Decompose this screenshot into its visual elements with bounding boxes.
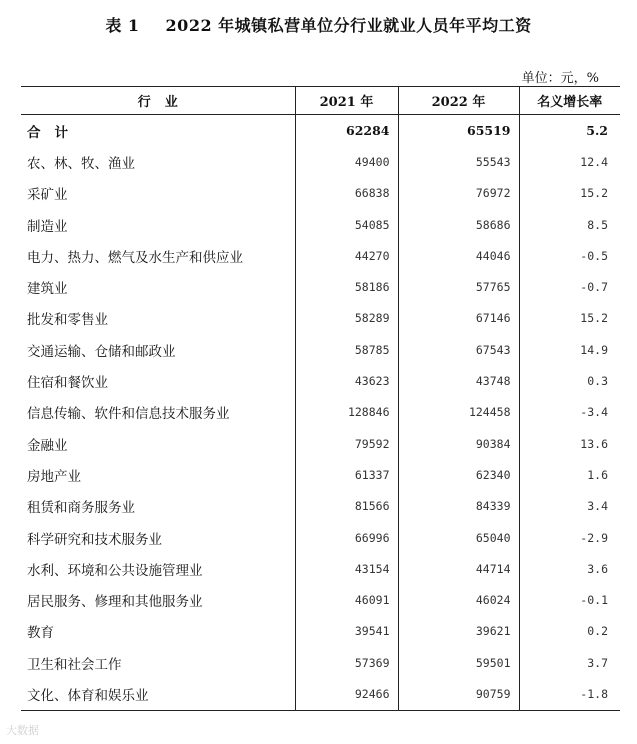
industry-cell: 居民服务、修理和其他服务业 bbox=[27, 594, 203, 611]
table-row bbox=[21, 522, 620, 553]
industry-cell: 租赁和商务服务业 bbox=[27, 500, 135, 517]
wage-2022-cell: 76972 bbox=[398, 178, 519, 209]
wage-2021-cell: 43623 bbox=[295, 365, 398, 396]
industry-cell: 采矿业 bbox=[27, 187, 68, 204]
wage-2022-cell: 44046 bbox=[398, 240, 519, 271]
industry-cell: 水利、环境和公共设施管理业 bbox=[27, 562, 203, 579]
table-row bbox=[21, 616, 620, 647]
table-row bbox=[21, 240, 620, 271]
wage-2022-cell: 67146 bbox=[398, 303, 519, 334]
wage-2021-cell: 58289 bbox=[295, 303, 398, 334]
wage-2022-cell: 65040 bbox=[398, 522, 519, 553]
wage-2021-cell: 58186 bbox=[295, 271, 398, 302]
growth-rate-cell: 3.7 bbox=[519, 647, 620, 678]
wage-2022-cell: 84339 bbox=[398, 491, 519, 522]
table-title bbox=[0, 13, 637, 36]
table-row bbox=[21, 553, 620, 584]
wage-2022-cell: 62340 bbox=[398, 459, 519, 490]
table-row bbox=[21, 334, 620, 365]
growth-rate-cell: 1.6 bbox=[519, 459, 620, 490]
growth-rate-cell: 15.2 bbox=[519, 303, 620, 334]
table-row bbox=[21, 647, 620, 678]
growth-rate-cell: 13.6 bbox=[519, 428, 620, 459]
industry-cell: 信息传输、软件和信息技术服务业 bbox=[27, 406, 230, 423]
total-row bbox=[21, 115, 620, 147]
wage-2022-cell: 44714 bbox=[398, 553, 519, 584]
wage-2021-cell: 66996 bbox=[295, 522, 398, 553]
growth-rate-cell: -1.8 bbox=[519, 678, 620, 710]
wage-2022-cell: 58686 bbox=[398, 209, 519, 240]
industry-cell: 住宿和餐饮业 bbox=[27, 375, 108, 392]
header-2022: 2022 年 bbox=[398, 87, 519, 115]
table-row bbox=[21, 178, 620, 209]
growth-rate-cell: 8.5 bbox=[519, 209, 620, 240]
header-growth: 名义增长率 bbox=[519, 87, 620, 115]
growth-rate-cell: 0.2 bbox=[519, 616, 620, 647]
wage-2021-cell: 58785 bbox=[295, 334, 398, 365]
table-row bbox=[21, 146, 620, 177]
wage-2022-cell: 59501 bbox=[398, 647, 519, 678]
wage-2022-cell: 39621 bbox=[398, 616, 519, 647]
industry-cell: 制造业 bbox=[27, 218, 68, 235]
wage-2022-cell: 124458 bbox=[398, 397, 519, 428]
industry-cell: 建筑业 bbox=[27, 281, 68, 298]
table-row bbox=[21, 491, 620, 522]
wage-2022-cell: 57765 bbox=[398, 271, 519, 302]
wage-2021-cell: 46091 bbox=[295, 584, 398, 615]
growth-rate-cell: -3.4 bbox=[519, 397, 620, 428]
industry-cell: 农、林、牧、渔业 bbox=[27, 155, 135, 172]
header-industry: 行业 bbox=[21, 87, 295, 115]
industry-cell: 合计 bbox=[27, 124, 82, 141]
industry-cell: 金融业 bbox=[27, 437, 68, 454]
growth-rate-cell: 0.3 bbox=[519, 365, 620, 396]
wage-2021-cell: 79592 bbox=[295, 428, 398, 459]
wage-2022-cell: 90384 bbox=[398, 428, 519, 459]
industry-cell: 文化、体育和娱乐业 bbox=[21, 678, 295, 710]
growth-rate-cell: 3.4 bbox=[519, 491, 620, 522]
wage-2021-cell: 81566 bbox=[295, 491, 398, 522]
table-row bbox=[21, 303, 620, 334]
wage-table bbox=[21, 86, 620, 711]
growth-rate-cell: -0.5 bbox=[519, 240, 620, 271]
wage-2021-cell: 49400 bbox=[295, 146, 398, 177]
wage-2021-cell: 44270 bbox=[295, 240, 398, 271]
table-row bbox=[21, 459, 620, 490]
growth-rate-cell: 14.9 bbox=[519, 334, 620, 365]
wage-2021-cell: 66838 bbox=[295, 178, 398, 209]
table-row bbox=[21, 584, 620, 615]
growth-rate-cell: 3.6 bbox=[519, 553, 620, 584]
table-number: 表 1 bbox=[105, 16, 140, 35]
wage-2022-cell: 55543 bbox=[398, 146, 519, 177]
table-row bbox=[21, 365, 620, 396]
growth-rate-cell: 15.2 bbox=[519, 178, 620, 209]
watermark: 大数据 bbox=[6, 724, 39, 737]
wage-2021-cell: 61337 bbox=[295, 459, 398, 490]
table-row bbox=[21, 428, 620, 459]
header-2021: 2021 年 bbox=[295, 87, 398, 115]
table-body bbox=[21, 115, 620, 711]
wage-2021-cell: 39541 bbox=[295, 616, 398, 647]
growth-rate-cell: 12.4 bbox=[519, 146, 620, 177]
unit-note: 单位：元，% bbox=[521, 71, 599, 86]
growth-rate-cell: -2.9 bbox=[519, 522, 620, 553]
wage-2022-cell: 43748 bbox=[398, 365, 519, 396]
wage-2021-cell: 128846 bbox=[295, 397, 398, 428]
wage-2021-cell: 43154 bbox=[295, 553, 398, 584]
growth-rate-cell: -0.1 bbox=[519, 584, 620, 615]
industry-cell: 科学研究和技术服务业 bbox=[27, 531, 162, 548]
wage-2022-cell: 46024 bbox=[398, 584, 519, 615]
industry-cell: 房地产业 bbox=[27, 468, 81, 485]
industry-cell: 批发和零售业 bbox=[27, 312, 108, 329]
table-row bbox=[21, 397, 620, 428]
industry-cell: 电力、热力、燃气及水生产和供应业 bbox=[27, 249, 243, 266]
table-row bbox=[21, 209, 620, 240]
wage-2021-cell: 54085 bbox=[295, 209, 398, 240]
table-row bbox=[21, 678, 620, 710]
industry-cell: 教育 bbox=[27, 625, 54, 642]
wage-2022-cell: 90759 bbox=[398, 678, 519, 710]
wage-2022-cell: 67543 bbox=[398, 334, 519, 365]
table-title-text: 2022 年城镇私营单位分行业就业人员年平均工资 bbox=[165, 16, 532, 35]
wage-2021-cell: 92466 bbox=[295, 678, 398, 710]
industry-cell: 卫生和社会工作 bbox=[27, 656, 122, 673]
industry-cell: 交通运输、仓储和邮政业 bbox=[27, 343, 176, 360]
wage-2022-cell: 65519 bbox=[398, 115, 519, 147]
wage-2021-cell: 57369 bbox=[295, 647, 398, 678]
growth-rate-cell: -0.7 bbox=[519, 271, 620, 302]
growth-rate-cell: 5.2 bbox=[519, 115, 620, 147]
header-row bbox=[21, 87, 620, 115]
table-row bbox=[21, 271, 620, 302]
wage-2021-cell: 62284 bbox=[295, 115, 398, 147]
